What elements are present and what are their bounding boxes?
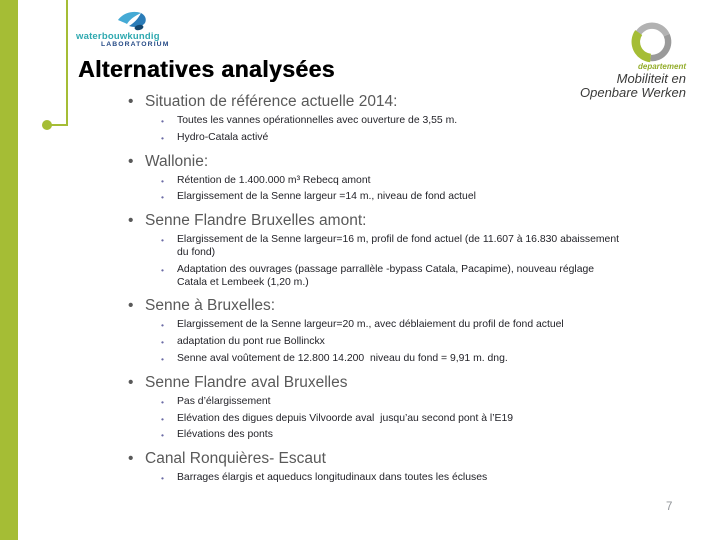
section (128, 152, 673, 205)
sub-item-row (128, 396, 673, 409)
sub-item-text: Elévation des digues depuis Vilvoorde aval jusqu’au second pont à l’E19 (177, 412, 514, 424)
section (128, 211, 673, 289)
sub-item-text: Elévations des ponts (177, 429, 273, 441)
bullet-icon: • (128, 152, 134, 170)
slide-title: Alternatives analysées (78, 56, 335, 82)
section-title-text: Situation de référence actuelle 2014: (145, 93, 398, 110)
accent-dot (42, 120, 52, 130)
section-title-text: Senne à Bruxelles: (145, 297, 276, 315)
title-accent-line-horizontal (51, 124, 67, 126)
sub-item-text: Rétention de 1.400.000 m³ Rebecq amont (177, 174, 371, 186)
section-title-row (128, 449, 673, 469)
sub-bullet-icon: • (161, 473, 164, 484)
sub-item-text: adaptation du pont rue Bollinckx (177, 336, 325, 348)
bullet-icon: • (128, 450, 134, 468)
section-title-text: Senne Flandre aval Bruxelles (145, 373, 348, 391)
sub-item-text: Toutes les vannes opérationnelles avec ouverture de 3,55 m. (177, 115, 458, 126)
mow-text-openbare-werken: Openbare Werken (580, 85, 686, 100)
sub-item-text: Senne aval voûtement de 12.800 14.200 niveau du fond = 9,91 m. dng. (177, 352, 508, 364)
section (128, 373, 673, 442)
sub-item-row (128, 336, 673, 349)
section (128, 449, 673, 485)
mow-text-mobiliteit: Mobiliteit en (616, 71, 686, 86)
section-title-text: Wallonie: (145, 152, 209, 170)
sub-bullet-icon: • (161, 175, 164, 186)
section-title-text: Canal Ronquières- Escaut (145, 450, 326, 468)
sub-item-row (128, 472, 673, 485)
sub-item-row (128, 132, 673, 145)
sub-bullet-icon: • (161, 116, 164, 126)
sub-item-text: Pas d’élargissement (177, 395, 271, 407)
bullet-icon: • (128, 212, 134, 230)
bullet-icon: • (128, 373, 134, 391)
sub-item-row (128, 319, 673, 332)
section (128, 296, 673, 365)
sub-bullet-icon: • (161, 264, 164, 275)
bullet-icon: • (128, 93, 134, 110)
mow-department-logo (566, 8, 696, 103)
sub-item-text: Elargissement de la Senne largeur =14 m., niveau de fond actuel (177, 191, 476, 203)
section (128, 92, 673, 145)
left-accent-bar (0, 0, 18, 540)
bullet-icon: • (128, 297, 134, 315)
bullet-list (128, 92, 673, 489)
sub-item-row (128, 353, 673, 366)
sub-item-row (128, 115, 673, 128)
sub-bullet-icon: • (161, 320, 164, 331)
page-number: 7 (666, 501, 673, 513)
sub-item-row (128, 413, 673, 426)
sub-bullet-icon: • (161, 337, 164, 348)
sub-item-row (128, 175, 673, 188)
section-title-row (128, 373, 673, 393)
sub-item-row (128, 264, 673, 290)
mow-text-departement: departement (637, 62, 686, 71)
waterbouwkundig-laboratorium-logo (75, 11, 170, 51)
sub-bullet-icon: • (161, 132, 164, 143)
sub-bullet-icon: • (161, 430, 164, 441)
sub-bullet-icon: • (161, 413, 164, 424)
logo-text-laboratorium: LABORATORIUM (101, 41, 170, 48)
section-title-row (128, 296, 673, 316)
sub-bullet-icon: • (161, 235, 164, 246)
section-title-row (128, 92, 673, 112)
sub-item-text: Adaptation des ouvrages (passage parrallèle -bypass Catala, Pacapime), nouveau réglage Catala et Lembeek (1,20 m.) (177, 263, 597, 288)
logo-text-waterbouwkundig: waterbouwkundig (76, 31, 160, 42)
sub-bullet-icon: • (161, 353, 164, 364)
title-accent-line-vertical (66, 0, 68, 126)
sub-bullet-icon: • (161, 192, 164, 203)
triangle-swirl-icon (626, 18, 678, 64)
water-swoosh-icon (117, 11, 149, 33)
section-title-row (128, 211, 673, 231)
sub-bullet-icon: • (161, 396, 164, 407)
sub-item-text: Elargissement de la Senne largeur=20 m., avec déblaiement du profil de fond actuel (177, 319, 564, 331)
sub-item-text: Barrages élargis et aqueducs longitudinaux dans toutes les écluses (177, 472, 488, 484)
sub-item-row (128, 429, 673, 442)
sub-item-row (128, 191, 673, 204)
sub-item-text: Hydro-Catala activé (177, 131, 269, 143)
sub-item-row (128, 234, 673, 260)
section-title-row (128, 152, 673, 172)
sub-item-text: Elargissement de la Senne largeur=16 m, profil de fond actuel (de 11.607 à 16.830 abaissement du fond) (177, 234, 622, 258)
section-title-text: Senne Flandre Bruxelles amont: (145, 212, 367, 230)
